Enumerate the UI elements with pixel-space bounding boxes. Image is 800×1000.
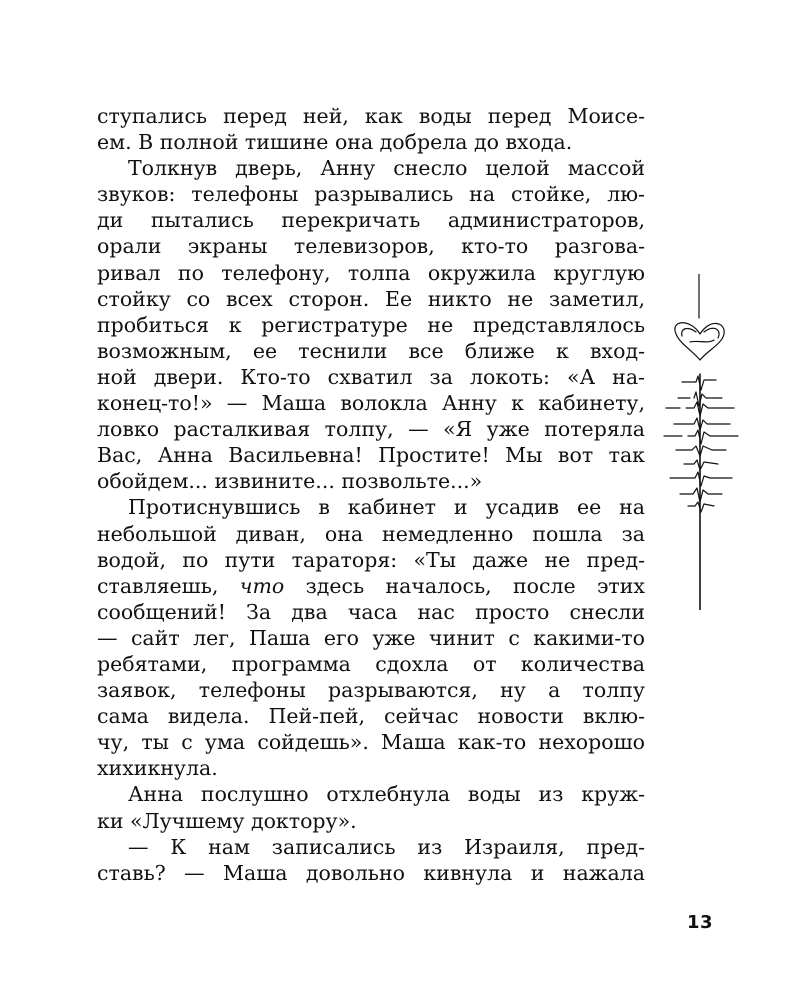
text-line: звуков: телефоны разрывались на стойке, лю- xyxy=(97,182,645,207)
text-line: заявок, телефоны разрываются, ну а толпу xyxy=(97,678,645,703)
heartbeat-ornament-icon xyxy=(660,274,740,610)
text-line: Протиснувшись в кабинет и усадив ее на xyxy=(128,495,645,520)
text-line: Анна послушно отхлебнула воды из круж- xyxy=(128,782,645,807)
text-line: ставь? — Маша довольно кивнула и нажала xyxy=(97,860,645,885)
italic-word: что xyxy=(239,573,285,598)
text-line: ем. В полной тишине она добрела до входа. xyxy=(97,130,573,155)
text-line: обойдем... извините... позвольте...» xyxy=(97,469,483,494)
text-line: ловко расталкивая толпу, — «Я уже потеряла xyxy=(97,417,645,442)
text-line: ди пытались перекричать администраторов, xyxy=(97,208,645,233)
text-line: хихикнула. xyxy=(97,756,218,781)
text-line: ной двери. Кто-то схватил за локоть: «А на- xyxy=(97,364,645,389)
text-line: сама видела. Пей-пей, сейчас новости вклю- xyxy=(97,704,645,729)
text-line: ривал по телефону, толпа окружила круглую xyxy=(97,260,645,285)
text-line: сообщений! За два часа нас просто снесли xyxy=(97,599,645,624)
body-text xyxy=(97,103,645,886)
text-line: ребятами, программа сдохла от количества xyxy=(97,651,645,676)
text-line: чу, ты с ума сойдешь». Маша как-то нехорошо xyxy=(97,730,645,755)
text-line: Толкнув дверь, Анну снесло целой массой xyxy=(128,156,645,181)
page-number: 13 xyxy=(687,912,714,933)
text-line: — сайт лег, Паша его уже чинит с какими-то xyxy=(97,625,645,650)
text-line xyxy=(97,573,645,599)
text-line: Вас, Анна Васильевна! Простите! Мы вот так xyxy=(97,443,645,468)
text-line: возможным, ее теснили все ближе к вход- xyxy=(97,338,645,363)
text-line: орали экраны телевизоров, кто-то разгова- xyxy=(97,234,645,259)
text-line: ступались перед ней, как воды перед Моисе- xyxy=(97,104,645,128)
text-line: стойку со всех сторон. Ее никто не заметил, xyxy=(97,286,645,311)
text-line: водой, по пути тараторя: «Ты даже не пред- xyxy=(97,547,645,572)
text-line: небольшой диван, она немедленно пошла за xyxy=(97,521,645,546)
text-run: здесь началось, после этих xyxy=(284,573,645,598)
text-line: — К нам записались из Израиля, пред- xyxy=(128,834,645,859)
text-run: ставляешь, xyxy=(97,573,240,598)
text-line: пробиться к регистратуре не представлялось xyxy=(97,312,645,337)
text-line: ки «Лучшему доктору». xyxy=(97,808,357,833)
text-line: конец-то!» — Маша волокла Анну к кабинету, xyxy=(97,391,645,416)
